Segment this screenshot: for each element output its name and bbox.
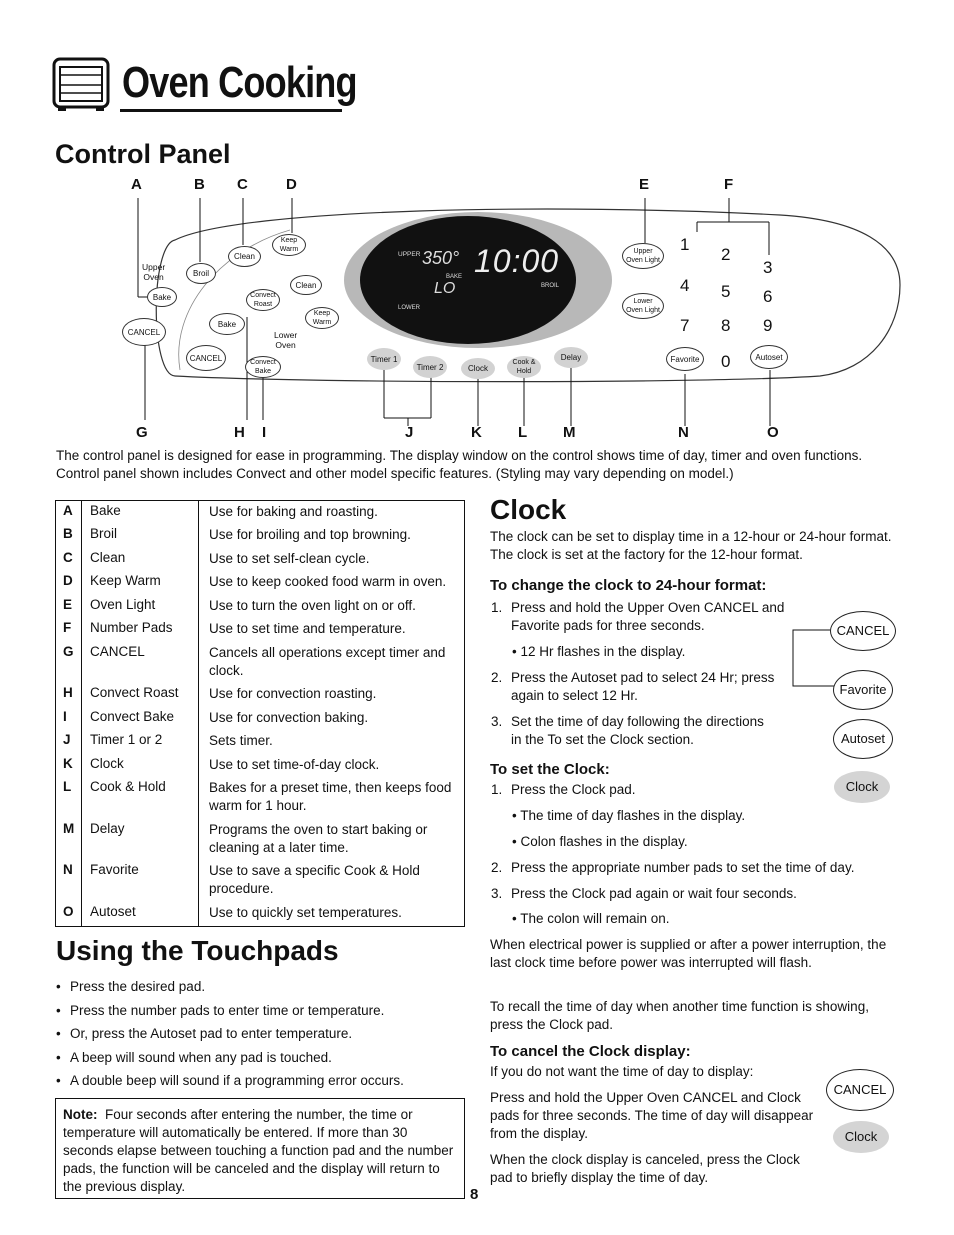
step-number: 2. (491, 860, 503, 875)
callout-letter-n: N (678, 424, 689, 441)
cancel-intro: If you do not want the time of day to display: (490, 1064, 754, 1079)
bottom-cancel-pad[interactable]: CANCEL (826, 1069, 894, 1111)
callout-letter-a: A (131, 176, 142, 193)
lower-keep-warm-pad[interactable]: Keep Warm (305, 307, 339, 329)
lower-cancel-pad[interactable]: CANCEL (186, 345, 226, 371)
set-bullet-3: • The colon will remain on. (512, 911, 670, 926)
restore-paragraph: When the clock display is canceled, press the Clock pad to briefly display the time of day. (490, 1152, 800, 1185)
step-number: 3. (491, 886, 503, 901)
clock-intro: The clock can be set to display time in a 12-hour or 24-hour format. The clock is set at the factory for the 12-hour format. (490, 529, 892, 562)
lower-bake-pad[interactable]: Bake (209, 313, 245, 335)
callout-letter-h: H (234, 424, 245, 441)
note-text: Four seconds after entering the number, the time or temperature will automatically be entered. If more than 30 seconds elapse between touching a function pad and the number pads, the function will be canceled and the display will return to the previous display. (63, 1107, 454, 1194)
display-bake-label: BAKE (446, 274, 463, 280)
list-item: • Press the number pads to enter time or temperature. (56, 1003, 404, 1027)
change-step-2: Press the Autoset pad to select 24 Hr; press again to select 12 Hr. (511, 670, 775, 703)
step-number: 3. (491, 714, 503, 729)
number-pad-7[interactable]: 7 (680, 316, 690, 335)
set-bullet-1: • The time of day flashes in the display. (512, 808, 746, 823)
touchpads-heading: Using the Touchpads (56, 935, 339, 966)
control-panel-heading: Control Panel (55, 139, 231, 169)
page-number: 8 (470, 1186, 479, 1203)
set-bullet-2: • Colon flashes in the display. (512, 834, 688, 849)
list-item: • Or, press the Autoset pad to enter temperature. (56, 1026, 404, 1050)
upper-clean-pad[interactable]: Clean (228, 246, 261, 267)
display-upper-label: UPPER (398, 251, 421, 258)
set-bullet-text: The colon will remain on. (520, 911, 670, 926)
change-bullet-text: 12 Hr flashes in the display. (520, 644, 686, 659)
touchpads-bullet-list (56, 979, 404, 1097)
set-step-3: Press the Clock pad again or wait four seconds. (511, 886, 797, 901)
timer1-pad[interactable]: Timer 1 (367, 348, 401, 370)
number-pad-1[interactable]: 1 (680, 235, 690, 254)
upper-cancel-pad[interactable]: CANCEL (122, 318, 166, 346)
timer2-pad[interactable]: Timer 2 (413, 356, 447, 378)
number-pad-9[interactable]: 9 (763, 316, 773, 335)
side-cancel-pad[interactable]: CANCEL (830, 611, 896, 651)
upper-oven-light-pad[interactable]: Upper Oven Light (622, 243, 664, 269)
callout-letter-o: O (767, 424, 779, 441)
display-temp: 350° (422, 248, 460, 268)
number-pad-4[interactable]: 4 (680, 276, 690, 295)
convect-bake-pad[interactable]: Convect Bake (245, 356, 281, 378)
lower-clean-pad[interactable]: Clean (290, 275, 322, 295)
number-pad-0[interactable]: 0 (721, 352, 731, 371)
number-pad-3[interactable]: 3 (763, 258, 773, 277)
number-pad-6[interactable]: 6 (763, 287, 773, 306)
clock-pad[interactable]: Clock (461, 358, 495, 379)
callout-letter-i: I (262, 424, 267, 441)
upper-bake-pad[interactable]: Bake (147, 287, 177, 307)
side-autoset-pad[interactable]: Autoset (833, 719, 893, 759)
legend-table: A Bake Use for baking and roasting. B Broil Use for broiling and top browning. C Clean Use to set self-clean cycle. D Keep Warm Use to keep cooked food warm in oven. E Oven Light Use to turn the oven light on or off. F Number Pads Use to set time and temperature. G CANCEL Cancels all operations except timer and clock. H Convect Roast Use for convection roasting. I Convect Bake Use for convection baking. J Timer 1 or 2 Sets timer. K Clock Use to set time-of-day clock. L Cook & Hold Bakes for a preset time, then keeps food warm for 1 hour. M Delay Programs the oven to start baking or cleaning at a later time. N Favorite Use to save a specific Cook & Hold procedure. O Autoset Use to quickly set temperatures. (55, 500, 465, 927)
page-title: Oven Cooking (122, 58, 357, 107)
power-paragraph: When electrical power is supplied or after a power interruption, the last clock time before power was interrupted will flash. (490, 937, 887, 970)
step-number: 1. (491, 782, 503, 797)
upper-oven-label: Upper Oven (142, 262, 166, 282)
callout-letter-c: C (237, 176, 248, 193)
set-bullet-text: The time of day flashes in the display. (520, 808, 746, 823)
convect-roast-pad[interactable]: Convect Roast (246, 289, 280, 311)
panel-outline (0, 170, 954, 445)
list-item: • A beep will sound when any pad is touched. (56, 1050, 404, 1074)
callout-letter-d: D (286, 176, 297, 193)
callout-letter-l: L (518, 424, 528, 441)
callout-letter-g: G (136, 424, 148, 441)
number-pad-8[interactable]: 8 (721, 316, 731, 335)
side-favorite-pad[interactable]: Favorite (833, 670, 893, 710)
lower-oven-label: Lower Oven (274, 330, 298, 350)
number-pad-2[interactable]: 2 (721, 245, 731, 264)
list-item: • Press the desired pad. (56, 979, 404, 1003)
note-label: Note: (63, 1107, 98, 1122)
change-step-3: Set the time of day following the directions in the To set the Clock section. (511, 714, 764, 747)
number-pad-5[interactable]: 5 (721, 282, 731, 301)
set-clock-heading: To set the Clock: (490, 761, 610, 778)
callout-letter-b: B (194, 176, 205, 193)
display-time: 10:00 (474, 243, 560, 279)
oven-icon (52, 57, 110, 113)
step-number: 1. (491, 600, 503, 615)
recall-paragraph: To recall the time of day when another time function is showing, press the Clock pad. (490, 999, 869, 1032)
step-number: 2. (491, 670, 503, 685)
bottom-clock-pad[interactable]: Clock (833, 1121, 889, 1153)
display-lo: LO (434, 280, 456, 297)
autoset-pad[interactable]: Autoset (750, 345, 788, 369)
broil-pad[interactable]: Broil (186, 263, 216, 284)
favorite-pad[interactable]: Favorite (666, 347, 704, 371)
cook-hold-pad[interactable]: Cook & Hold (507, 356, 541, 378)
set-step-1: Press the Clock pad. (511, 782, 636, 797)
callout-letter-f: F (724, 176, 734, 193)
change-step-1: Press and hold the Upper Oven CANCEL and Favorite pads for three seconds. (511, 600, 785, 633)
display-broil-label: BROIL (541, 283, 560, 289)
callout-letter-k: K (471, 424, 482, 441)
delay-pad[interactable]: Delay (554, 347, 588, 368)
lower-oven-light-pad[interactable]: Lower Oven Light (622, 293, 664, 319)
cancel-paragraph: Press and hold the Upper Oven CANCEL and Clock pads for three seconds. The time of day will disappear from the display. (490, 1090, 814, 1141)
display-lower-label: LOWER (398, 305, 421, 311)
callout-letter-j: J (405, 424, 414, 441)
cancel-clock-heading: To cancel the Clock display: (490, 1043, 691, 1060)
change-bullet-12hr: • 12 Hr flashes in the display. (512, 644, 686, 659)
callout-letter-e: E (639, 176, 650, 193)
control-panel-description: The control panel is designed for ease in programming. The display window on the control shows time of day, timer and oven functions. Control panel shown includes Convect and other model specific features. (Styling may vary depending on model.) (56, 448, 863, 481)
change-format-heading: To change the clock to 24-hour format: (490, 577, 767, 594)
upper-keep-warm-pad[interactable]: Keep Warm (272, 234, 306, 256)
set-step-2: Press the appropriate number pads to set the time of day. (511, 860, 855, 875)
title-underline (120, 109, 342, 112)
control-panel-diagram (0, 170, 954, 445)
callout-letter-m: M (563, 424, 576, 441)
set-bullet-text: Colon flashes in the display. (520, 834, 688, 849)
list-item: • A double beep will sound if a programming error occurs. (56, 1073, 404, 1097)
side-clock-pad[interactable]: Clock (834, 771, 890, 803)
note-box (55, 1098, 465, 1199)
clock-heading: Clock (490, 494, 567, 525)
